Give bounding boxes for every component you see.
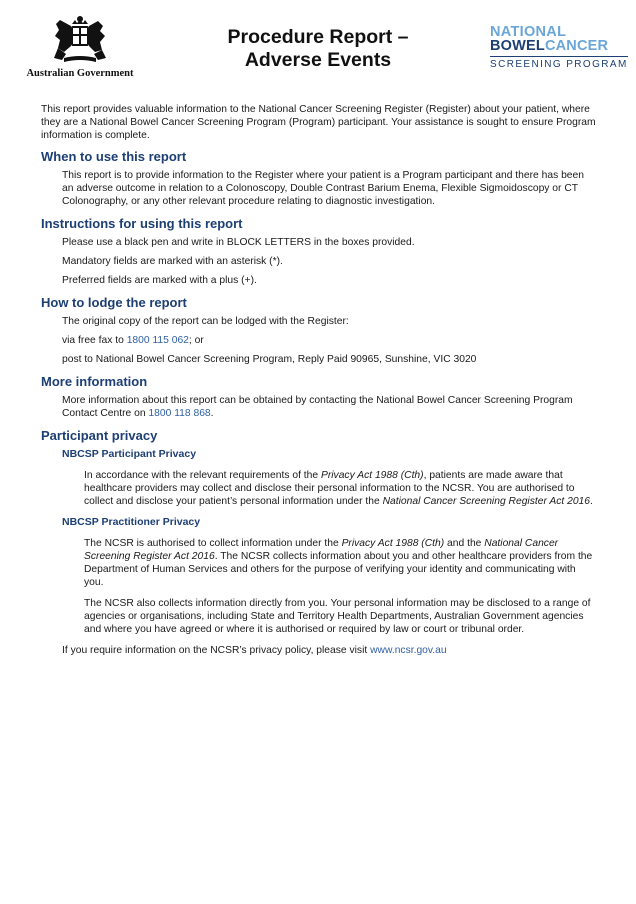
privacy-policy-paragraph	[62, 644, 597, 657]
participant-privacy-text-3: .	[590, 496, 593, 507]
privacy-policy-text: If you require information on the NCSR’s privacy policy, please visit	[62, 645, 371, 656]
practitioner-privacy-text-3: . The NCSR collects information about you and other healthcare providers from the Department of Human Services and others for the purpose of verifying your identity and communicating with you.	[84, 551, 593, 588]
logo-national: NATIONAL	[490, 24, 567, 40]
practitioner-privacy-text-1: The NCSR is authorised to collect information under the	[84, 538, 342, 549]
practitioner-privacy-text-2: and the	[444, 538, 485, 549]
privacy-act-name: Privacy Act 1988 (Cth)	[320, 470, 424, 481]
page-title	[205, 26, 431, 72]
ncsr-website-link[interactable]: www.ncsr.gov.au	[370, 645, 447, 656]
when-paragraph: This report is to provide information to the Register where your patient is a Program participant and there has been an adverse outcome in relation to a Colonoscopy, Double Contrast Barium Enema, Flexible Sigmoidoscopy or CT Colonography, or any other relevant procedure relating to diagnostic investigation.	[62, 170, 584, 207]
more-info-heading: More information	[41, 374, 148, 389]
participant-privacy-heading: NBCSP Participant Privacy	[62, 448, 197, 460]
instruction-item: Preferred fields are marked with a plus (+).	[62, 275, 257, 286]
report-content	[41, 103, 597, 657]
coat-of-arms-icon	[50, 14, 110, 66]
more-info-text: More information about this report can be obtained by contacting the National Bowel Cancer Screening Program Contact Centre on	[62, 395, 573, 419]
title-line-2: Adverse Events	[244, 49, 392, 71]
intro-paragraph: This report provides valuable information to the National Cancer Screening Register (Register) about your patient, where they are a National Bowel Cancer Screening Program (Program) participant. Your assistance is sought to ensure Program information is complete.	[41, 104, 596, 141]
nbcsp-logo	[490, 25, 628, 70]
lodge-heading: How to lodge the report	[41, 295, 187, 310]
practitioner-privacy-heading: NBCSP Practitioner Privacy	[62, 516, 201, 528]
ncsr-act-name: National Cancer Screening Register Act 2016	[84, 538, 559, 562]
participant-privacy-paragraph	[84, 469, 597, 508]
lodge-text: The original copy of the report can be lodged with the Register:	[62, 316, 349, 327]
more-info-paragraph	[62, 394, 597, 420]
instruction-item: Please use a black pen and write in BLOCK LETTERS in the boxes provided.	[62, 237, 415, 248]
privacy-act-name: Privacy Act 1988 (Cth)	[341, 538, 445, 549]
practitioner-privacy-paragraph-2: The NCSR also collects information directly from you. Your personal information may be disclosed to a range of agencies or organisations, including State and Territory Health Departments, Australian Government agencies and where you have agreed or where it is authorised or required by law or court or tribunal order.	[84, 598, 591, 635]
participant-privacy-text-2: , patients are made aware that healthcare providers may collect and disclose their personal information to the NCSR. You are authorised to collect and disclose your patient’s personal information under the	[84, 470, 575, 507]
instructions-heading: Instructions for using this report	[41, 216, 243, 231]
lodge-post: post to National Bowel Cancer Screening Program, Reply Paid 90965, Sunshine, VIC 3020	[62, 354, 477, 365]
government-name: Australian Government	[26, 68, 134, 79]
practitioner-privacy-paragraph-1	[84, 537, 597, 589]
title-line-1: Procedure Report –	[227, 26, 409, 48]
logo-bowel-cancer	[490, 39, 628, 54]
contact-phone-link[interactable]: 1800 118 868	[148, 408, 211, 419]
lodge-fax	[62, 334, 597, 347]
privacy-heading: Participant privacy	[41, 428, 158, 443]
logo-screening-program: SCREENING PROGRAM	[490, 56, 628, 70]
logo-cancer: CANCER	[544, 38, 609, 54]
australian-government-logo	[24, 14, 136, 79]
more-info-suffix: .	[210, 408, 214, 419]
participant-privacy-text-1: In accordance with the relevant requirements of the	[84, 470, 321, 481]
fax-suffix: ; or	[188, 335, 204, 346]
instruction-item: Mandatory fields are marked with an asterisk (*).	[62, 256, 283, 267]
logo-bowel: BOWEL	[490, 38, 545, 54]
fax-prefix: via free fax to	[62, 335, 127, 346]
fax-number-link[interactable]: 1800 115 062	[126, 335, 189, 346]
ncsr-act-name: National Cancer Screening Register Act 2016	[382, 496, 590, 507]
when-heading: When to use this report	[41, 149, 187, 164]
